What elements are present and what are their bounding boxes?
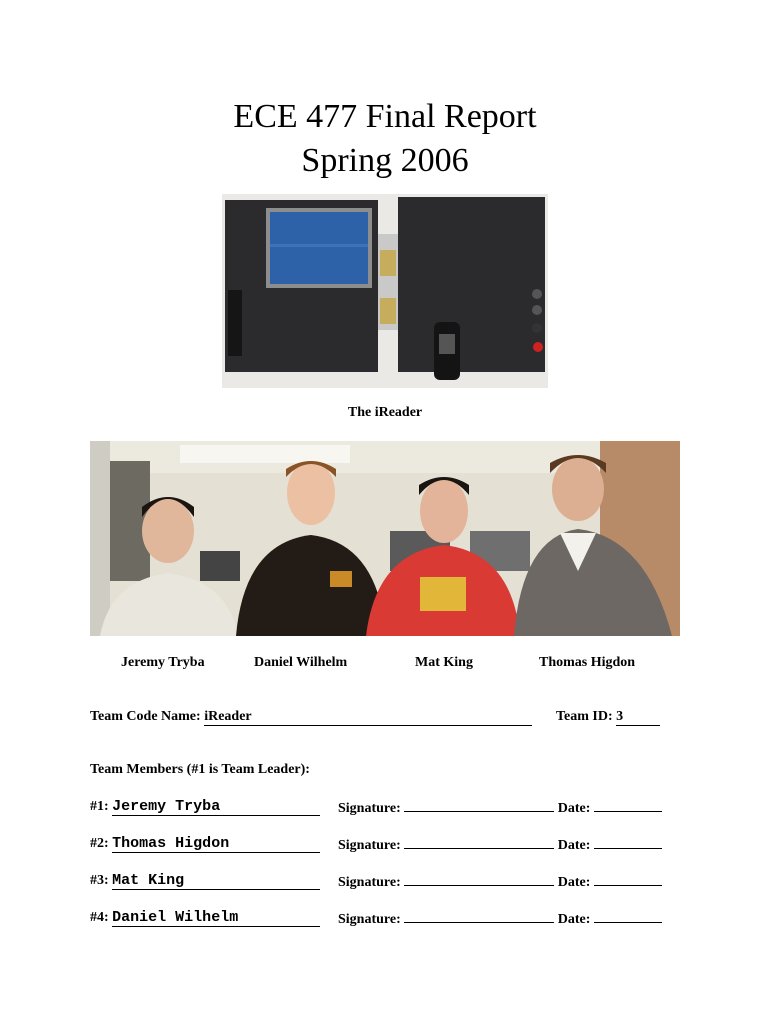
member-number: #3: xyxy=(90,873,109,888)
member-row-3 xyxy=(90,872,320,890)
member-row-2 xyxy=(90,835,320,853)
member-row-4 xyxy=(90,909,320,927)
team-code-value: iReader xyxy=(204,709,252,724)
team-id-value: 3 xyxy=(616,709,624,724)
team-code-row xyxy=(90,709,532,726)
device-photo xyxy=(222,194,548,388)
member-number: #4: xyxy=(90,910,109,925)
signature-label: Signature: xyxy=(338,912,401,927)
title-line-1: ECE 477 Final Report xyxy=(233,98,537,135)
title-line-2: Spring 2006 xyxy=(301,142,469,179)
date-label: Date: xyxy=(557,912,591,927)
member-number: #2: xyxy=(90,836,109,851)
date-label: Date: xyxy=(557,801,591,816)
team-id-label: Team ID: xyxy=(556,709,613,724)
photo-name-3: Mat King xyxy=(415,655,473,670)
member-name: Daniel Wilhelm xyxy=(112,909,239,926)
date-line[interactable] xyxy=(594,872,662,886)
member-row-1 xyxy=(90,798,320,816)
team-code-field[interactable] xyxy=(204,709,532,726)
signature-row-2 xyxy=(338,835,662,854)
member-name-field[interactable] xyxy=(112,872,320,890)
members-heading: Team Members (#1 is Team Leader): xyxy=(90,762,310,777)
signature-line[interactable] xyxy=(404,872,554,886)
team-id-field[interactable] xyxy=(616,709,660,726)
team-photo xyxy=(90,441,680,636)
signature-line[interactable] xyxy=(404,909,554,923)
date-line[interactable] xyxy=(594,798,662,812)
signature-label: Signature: xyxy=(338,875,401,890)
signature-line[interactable] xyxy=(404,798,554,812)
signature-line[interactable] xyxy=(404,835,554,849)
team-code-label: Team Code Name: xyxy=(90,709,201,724)
member-name-field[interactable] xyxy=(112,798,320,816)
member-name-field[interactable] xyxy=(112,909,320,927)
photo-name-4: Thomas Higdon xyxy=(539,655,636,670)
signature-label: Signature: xyxy=(338,801,401,816)
member-name: Jeremy Tryba xyxy=(112,798,221,815)
photo-name-2: Daniel Wilhelm xyxy=(254,655,348,670)
team-id-row xyxy=(556,709,660,726)
date-label: Date: xyxy=(557,875,591,890)
date-line[interactable] xyxy=(594,835,662,849)
signature-row-3 xyxy=(338,872,662,891)
report-title xyxy=(0,95,770,183)
date-line[interactable] xyxy=(594,909,662,923)
member-name: Mat King xyxy=(112,872,185,889)
photo-name-1: Jeremy Tryba xyxy=(121,655,205,670)
member-name: Thomas Higdon xyxy=(112,835,230,852)
signature-row-1 xyxy=(338,798,662,817)
signature-row-4 xyxy=(338,909,662,928)
signature-label: Signature: xyxy=(338,838,401,853)
member-number: #1: xyxy=(90,799,109,814)
device-caption: The iReader xyxy=(347,405,423,420)
date-label: Date: xyxy=(557,838,591,853)
member-name-field[interactable] xyxy=(112,835,320,853)
